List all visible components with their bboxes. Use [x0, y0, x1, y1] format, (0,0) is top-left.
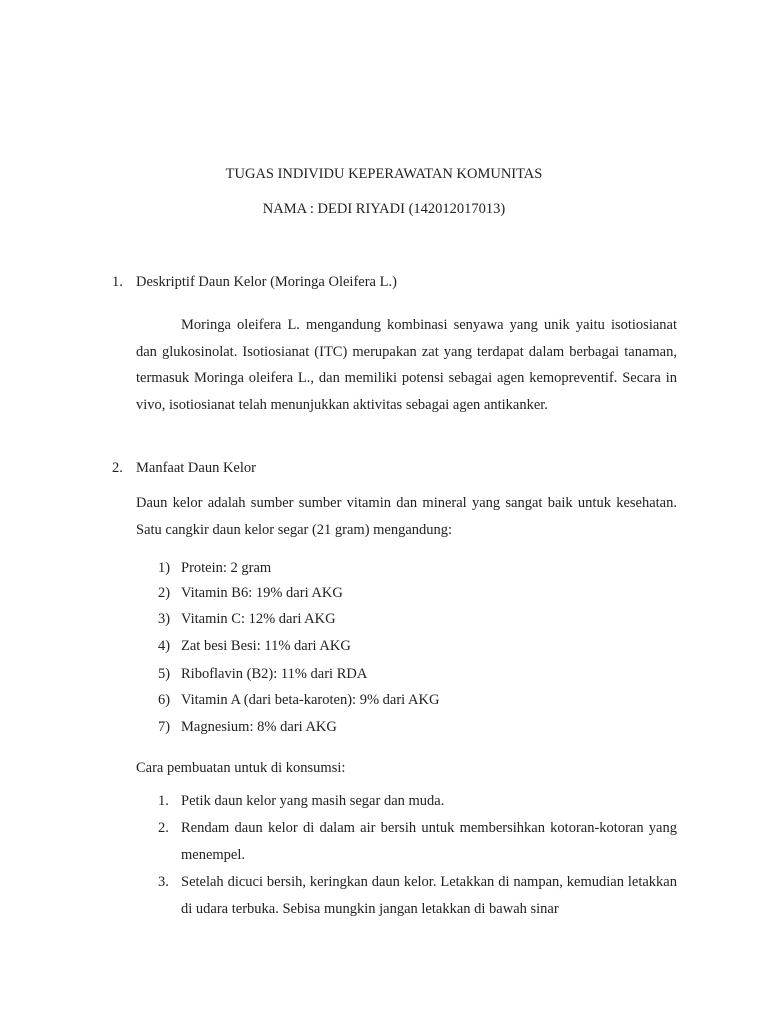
- list-item-number: 4): [158, 638, 171, 654]
- list-item-number: 1): [158, 560, 171, 576]
- list-item: Vitamin A (dari beta-karoten): 9% dari AKG: [181, 692, 440, 708]
- list-item-number: 5): [158, 666, 171, 682]
- document-title: TUGAS INDIVIDU KEPERAWATAN KOMUNITAS: [225, 166, 543, 182]
- step-number: 3.: [158, 874, 169, 890]
- section-2-paragraph: Daun kelor adalah sumber sumber vitamin dan mineral yang sangat baik untuk kesehatan. Satu cangkir daun kelor segar (21 gram) mengandung:: [136, 495, 677, 538]
- steps-heading: Cara pembuatan untuk di konsumsi:: [136, 760, 346, 776]
- step-item: Rendam daun kelor di dalam air bersih untuk membersihkan kotoran-kotoran yang menempel.: [181, 820, 677, 863]
- list-item-number: 2): [158, 585, 171, 601]
- list-item: Riboflavin (B2): 11% dari RDA: [181, 666, 368, 682]
- step-item: Setelah dicuci bersih, keringkan daun kelor. Letakkan di nampan, kemudian letakkan di udara terbuka. Sebisa mungkin jangan letakkan di bawah sinar: [181, 874, 677, 917]
- step-item: Petik daun kelor yang masih segar dan muda.: [181, 793, 445, 809]
- list-item: Vitamin B6: 19% dari AKG: [181, 585, 343, 601]
- step-number: 2.: [158, 820, 169, 836]
- section-1-number: 1.: [112, 274, 123, 290]
- list-item-number: 7): [158, 719, 171, 735]
- list-item-number: 6): [158, 692, 171, 708]
- list-item: Vitamin C: 12% dari AKG: [181, 611, 336, 627]
- step-number: 1.: [158, 793, 169, 809]
- list-item: Zat besi Besi: 11% dari AKG: [181, 638, 351, 654]
- section-2-heading: Manfaat Daun Kelor: [136, 460, 256, 476]
- section-2-number: 2.: [112, 460, 123, 476]
- section-1-paragraph: Moringa oleifera L. mengandung kombinasi senyawa yang unik yaitu isotiosianat dan glukosinolat. Isotiosianat (ITC) merupakan zat yang terdapat dalam berbagai tanaman, termasuk Moringa oleifera L., dan memiliki potensi sebagai agen kemopreventif. Secara in vivo, isotiosianat telah menunjukkan aktivitas sebagai agen antikanker.: [136, 317, 677, 413]
- author-name-line: NAMA : DEDI RIYADI (142012017013): [262, 201, 506, 217]
- list-item: Magnesium: 8% dari AKG: [181, 719, 337, 735]
- section-1-heading: Deskriptif Daun Kelor (Moringa Oleifera L.): [136, 274, 397, 290]
- list-item-number: 3): [158, 611, 171, 627]
- list-item: Protein: 2 gram: [181, 560, 272, 576]
